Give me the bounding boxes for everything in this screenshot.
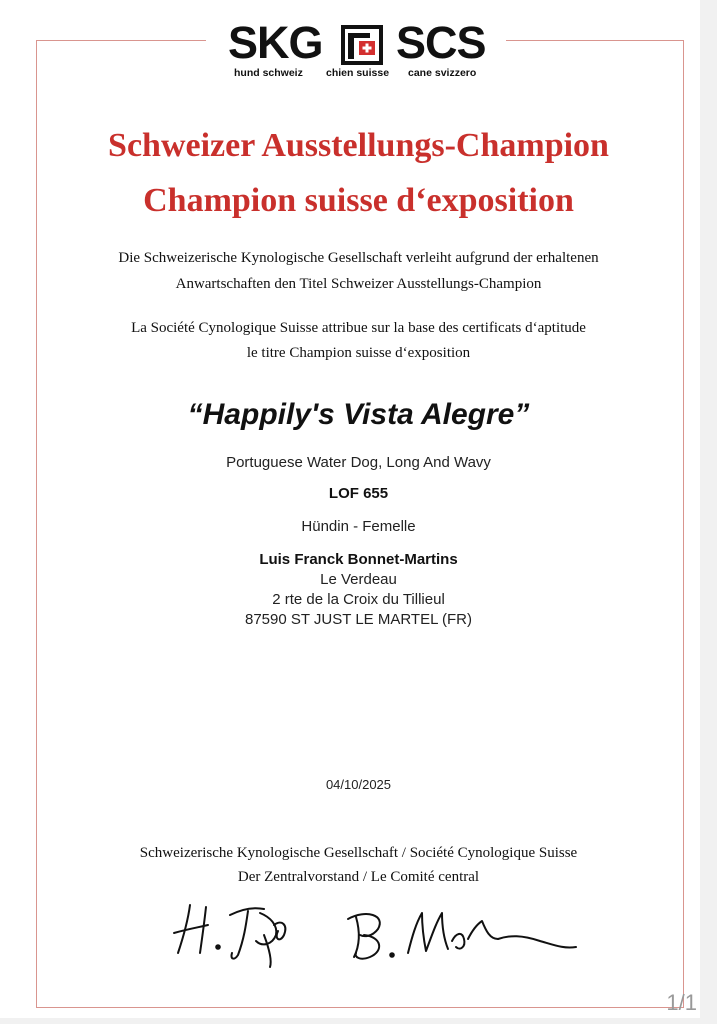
footer-committee: Der Zentralvorstand / Le Comité central	[237, 869, 480, 885]
owner-name: Luis Franck Bonnet-Martins	[259, 551, 458, 568]
page-indicator: 1/1	[666, 990, 697, 1015]
swiss-cross-house-icon	[339, 23, 385, 67]
logo-skg-text: SKG	[228, 17, 323, 68]
dog-name: “Happily's Vista Alegre”	[187, 398, 530, 431]
dog-sex: Hündin - Femelle	[301, 518, 416, 535]
intro-french-line-1: La Société Cynologique Suisse attribue sur la base des certificats d‘aptitude	[131, 320, 586, 336]
signature-left	[174, 905, 285, 967]
title-french: Champion suisse d‘exposition	[143, 182, 574, 219]
owner-address-line-1: Le Verdeau	[320, 571, 397, 588]
issue-date: 04/10/2025	[325, 777, 392, 792]
owner-address-line-3: 87590 ST JUST LE MARTEL (FR)	[244, 611, 473, 628]
intro-german-line-1: Die Schweizerische Kynologische Gesellschaft verleiht aufgrund der erhaltenen	[118, 250, 599, 266]
logo-subtitle-fr: chien suisse	[326, 67, 390, 79]
footer-organization: Schweizerische Kynologische Gesellschaft / Société Cynologique Suisse	[139, 845, 578, 861]
signature-right	[348, 913, 576, 959]
signatures	[160, 895, 590, 975]
owner-address-line-2: 2 rte de la Croix du Tillieul	[272, 591, 445, 608]
intro-german-line-2: Anwartschaften den Titel Schweizer Ausstellungs-Champion	[175, 276, 542, 292]
dog-registration: LOF 655	[328, 485, 389, 502]
skg-scs-logo	[206, 17, 506, 83]
intro-french-line-2: le titre Champion suisse d‘exposition	[246, 345, 471, 361]
logo-subtitle-de: hund schweiz	[234, 67, 303, 79]
title-german: Schweizer Ausstellungs-Champion	[108, 127, 609, 164]
dog-breed: Portuguese Water Dog, Long And Wavy	[226, 454, 491, 471]
logo-scs-text: SCS	[396, 17, 486, 68]
logo-subtitle-it: cane svizzero	[408, 67, 477, 79]
